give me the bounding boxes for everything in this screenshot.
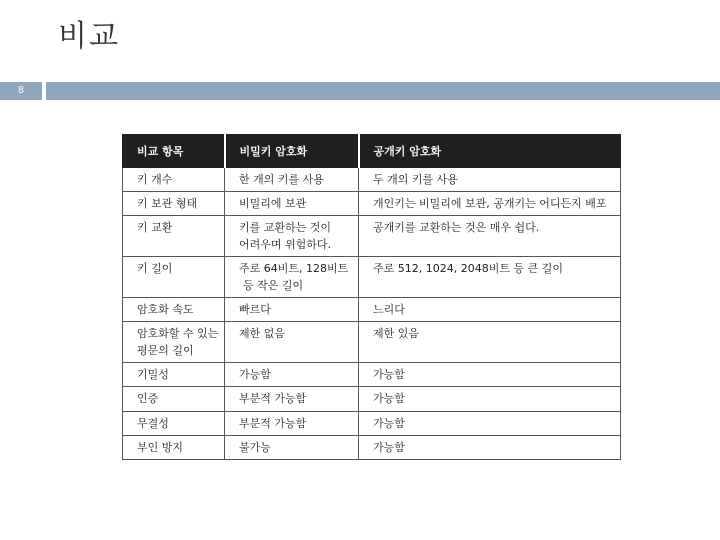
table-row <box>123 192 621 216</box>
cell-text: 키 개수 <box>137 173 173 186</box>
cell-text: 가능함 <box>239 368 271 382</box>
table-row <box>123 435 621 459</box>
slide-title: 비교 <box>58 19 120 54</box>
cell-text: 제한 없음 <box>239 327 286 341</box>
cell-public-key <box>359 192 621 216</box>
cell-text: 부분적 가능함 <box>239 416 307 430</box>
cell-public-key <box>359 298 621 322</box>
cell-secret-key <box>225 168 359 192</box>
cell-item <box>123 257 225 298</box>
table-body <box>123 168 621 460</box>
cell-text: 부분적 가능함 <box>239 392 307 406</box>
column-header-secret-key: 비밀키 암호화 <box>225 135 359 168</box>
table-header-row <box>123 135 621 168</box>
cell-text: 어려우며 위험하다. <box>239 238 332 252</box>
cell-text: 가능함 <box>373 368 405 382</box>
cell-secret-key <box>225 257 359 298</box>
cell-text: 가능함 <box>373 416 405 430</box>
cell-item <box>123 411 225 435</box>
cell-text: 느리다 <box>373 303 405 317</box>
cell-item <box>123 435 225 459</box>
cell-public-key <box>359 168 621 192</box>
cell-text: 등 작은 길이 <box>243 279 304 293</box>
cell-text: 불가능 <box>239 440 271 454</box>
column-header-item: 비교 항목 <box>123 135 225 168</box>
cell-public-key <box>359 216 621 257</box>
cell-text: 빠르다 <box>239 303 271 317</box>
cell-item <box>123 192 225 216</box>
table-row <box>123 168 621 192</box>
cell-secret-key <box>225 411 359 435</box>
cell-item <box>123 216 225 257</box>
cell-text: 키 보관 형태 <box>137 197 198 211</box>
cell-secret-key <box>225 298 359 322</box>
cell-text: 키 교환 <box>137 221 173 235</box>
cell-text: 한 개의 키를 사용 <box>239 173 324 186</box>
cell-public-key <box>359 257 621 298</box>
cell-item <box>123 298 225 322</box>
cell-text: 주로 64비트, 128비트 <box>239 262 349 276</box>
page-number-badge: 8 <box>0 82 42 100</box>
cell-text: 가능함 <box>373 392 405 406</box>
comparison-table <box>122 134 621 460</box>
table-row <box>123 216 621 257</box>
cell-text: 암호화할 수 있는 <box>137 327 219 341</box>
cell-public-key <box>359 387 621 411</box>
cell-text: 인증 <box>137 392 159 406</box>
cell-text: 가능함 <box>373 440 405 454</box>
table-row <box>123 387 621 411</box>
cell-public-key <box>359 411 621 435</box>
table-row <box>123 257 621 298</box>
cell-text: 키 길이 <box>137 262 173 276</box>
cell-text: 암호화 속도 <box>137 303 194 317</box>
cell-item <box>123 168 225 192</box>
cell-secret-key <box>225 192 359 216</box>
cell-secret-key <box>225 322 359 363</box>
cell-secret-key <box>225 363 359 387</box>
cell-text: 개인키는 비밀리에 보관, 공개키는 어디든지 배포 <box>373 197 607 211</box>
cell-text: 주로 512, 1024, 2048비트 등 큰 길이 <box>373 262 563 276</box>
column-header-public-key: 공개키 암호화 <box>359 135 621 168</box>
cell-secret-key <box>225 216 359 257</box>
cell-text: 부인 방지 <box>137 440 184 454</box>
cell-text: 두 개의 키를 사용 <box>373 173 458 186</box>
table-row <box>123 363 621 387</box>
cell-item <box>123 363 225 387</box>
header-rule <box>46 82 720 100</box>
cell-public-key <box>359 363 621 387</box>
cell-item <box>123 387 225 411</box>
cell-text: 제한 있음 <box>373 327 420 341</box>
cell-text: 무결성 <box>137 416 169 430</box>
cell-text: 공개키를 교환하는 것은 매우 쉽다. <box>373 221 540 235</box>
cell-secret-key <box>225 387 359 411</box>
cell-public-key <box>359 435 621 459</box>
table-row <box>123 411 621 435</box>
cell-public-key <box>359 322 621 363</box>
cell-text: 키를 교환하는 것이 <box>239 221 332 235</box>
cell-secret-key <box>225 435 359 459</box>
table-row <box>123 322 621 363</box>
cell-text: 기밀성 <box>137 368 169 382</box>
table-row <box>123 298 621 322</box>
cell-item <box>123 322 225 363</box>
cell-text: 비밀리에 보관 <box>239 197 307 211</box>
cell-text: 평문의 길이 <box>137 344 194 358</box>
